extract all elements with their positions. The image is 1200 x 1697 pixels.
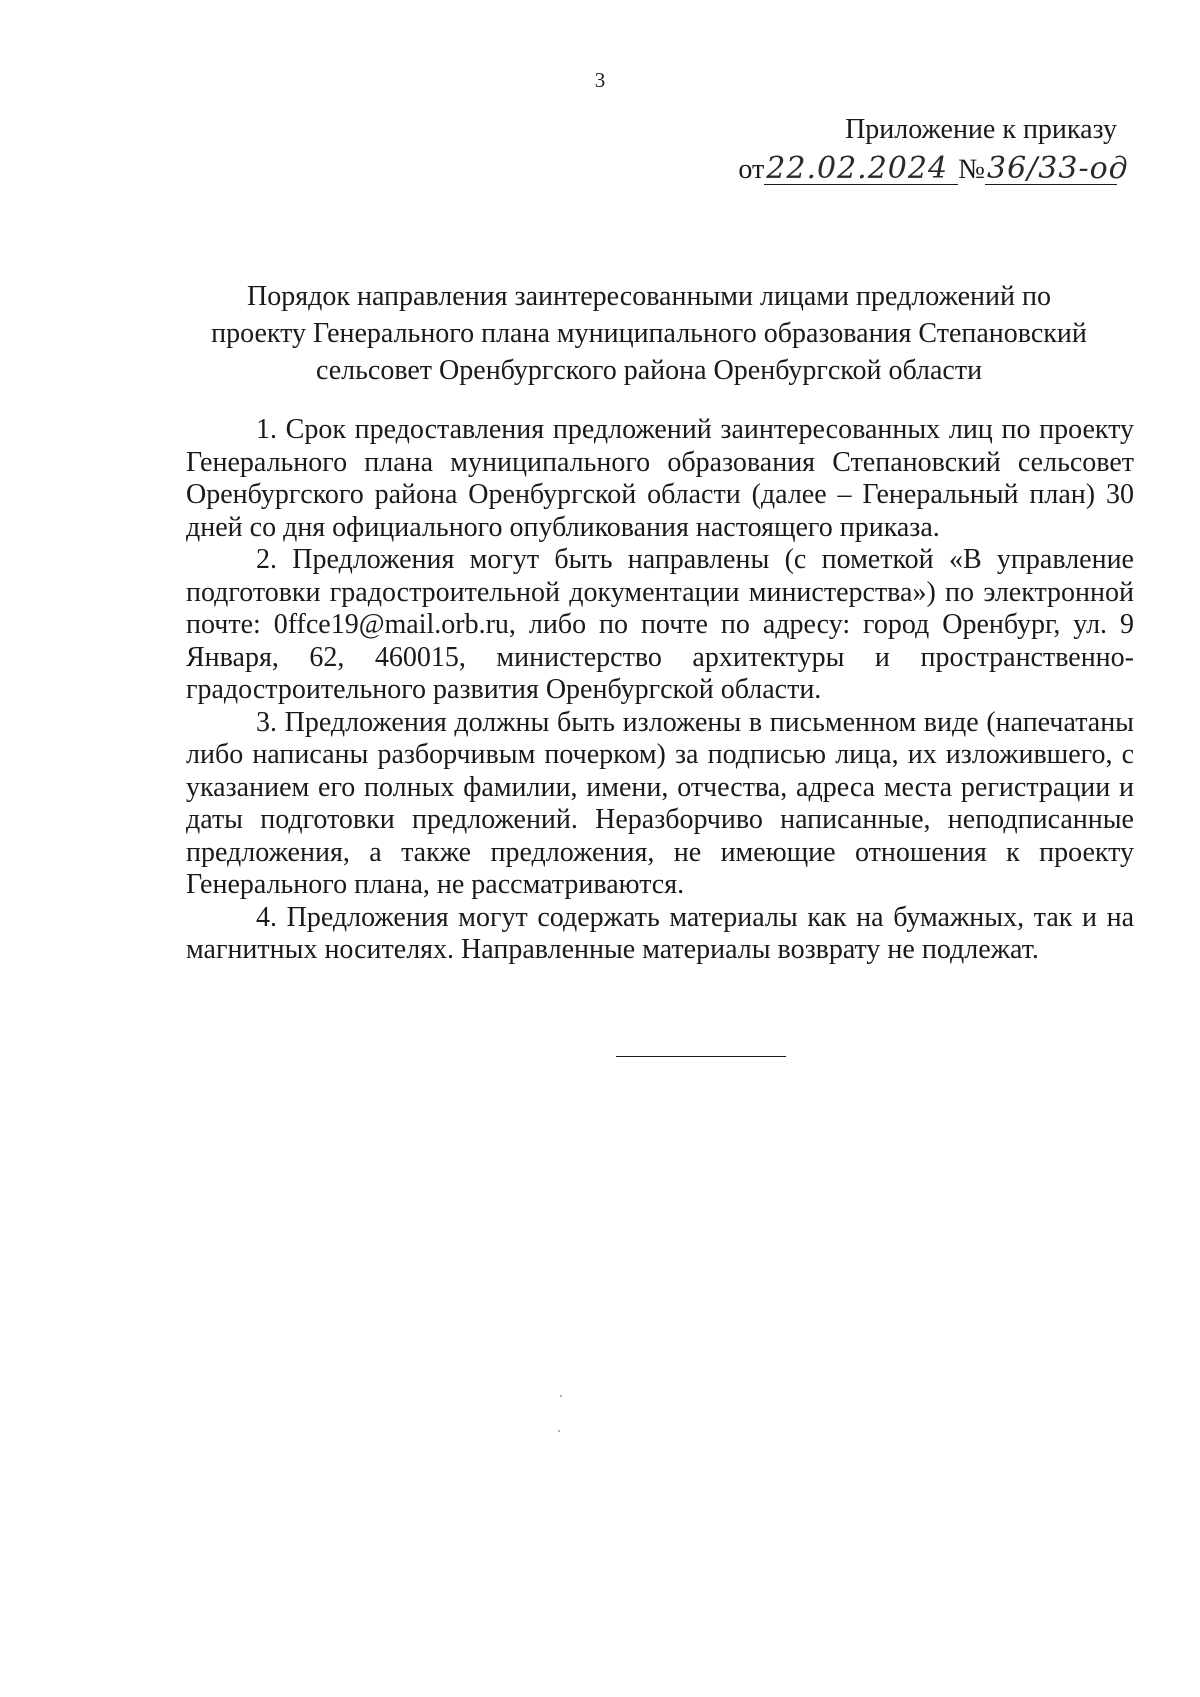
document-body: [186, 414, 1134, 967]
end-divider: [616, 1056, 786, 1057]
paragraph-3: 3. Предложения должны быть изложены в письменном виде (напечатаны либо написаны разборчивым почерком) за подписью лица, их изложившего, с указанием его полных фамилии, имени, отчества, адреса места регистрации и даты подготовки предложений. Неразборчиво написанные, неподписанные предложения, а также предложения, не имеющие отношения к проекту Генерального плана, не рассматриваются.: [186, 706, 1134, 900]
scan-speck: [558, 1430, 560, 1432]
document-title-line: проекту Генерального плана муниципального образования Степановский: [211, 318, 1087, 349]
order-date-handwritten: 22.02.2024: [764, 154, 958, 185]
order-number-prefix: №: [958, 154, 985, 185]
paragraph-2: 2. Предложения могут быть направлены (с пометкой «В управление подготовки градостроительной документации министерства») по электронной почте: 0ffce19@mail.orb.ru, либо по почте по адресу: город Оренбург, ул. 9 Января, 62, 460015, министерство архитектуры и пространственно-градостроительного развития Оренбургской области.: [186, 544, 1134, 705]
appendix-title: Приложение к приказу: [845, 114, 1117, 145]
paragraph-1: 1. Срок предоставления предложений заинтересованных лиц по проекту Генерального плана муниципального образования Степановский сельсовет Оренбургского района Оренбургской области (далее – Генеральный план) 30 дней со дня официального опубликования настоящего приказа.: [186, 414, 1134, 543]
scan-speck: [560, 1395, 562, 1397]
order-date-prefix: от: [738, 154, 765, 185]
paragraph-4: 4. Предложения могут содержать материалы как на бумажных, так и на магнитных носителях. Направленные материалы возврату не подлежат.: [186, 901, 1134, 965]
page-number: 3: [594, 68, 606, 92]
appendix-header: [677, 112, 1129, 188]
document-title-line: сельсовет Оренбургского района Оренбургской области: [315, 355, 983, 386]
order-reference: [677, 151, 1129, 188]
document-title: [185, 278, 1113, 389]
document-title-line: Порядок направления заинтересованными лицами предложений по: [247, 281, 1051, 312]
order-number-handwritten: 36/33-од: [987, 151, 1129, 186]
